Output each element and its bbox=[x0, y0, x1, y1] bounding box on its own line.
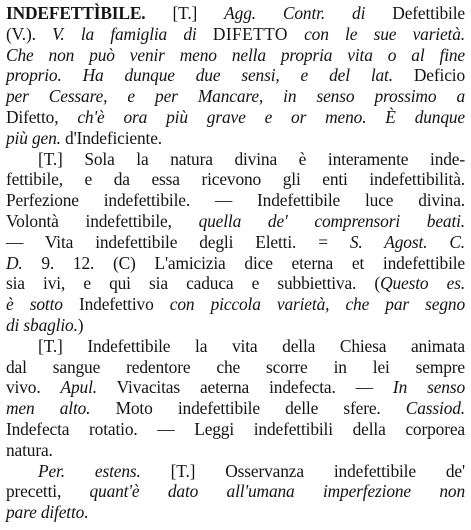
text-run: quella de' comprensori beati. bbox=[198, 210, 466, 231]
text-run: Apul. bbox=[60, 377, 97, 398]
text-line bbox=[6, 294, 465, 315]
text-line bbox=[6, 107, 465, 128]
text-line bbox=[6, 86, 465, 107]
text-line bbox=[6, 273, 465, 294]
text-run: Indefettivo bbox=[62, 294, 170, 315]
text-line bbox=[6, 440, 465, 461]
text-run: Questo es. bbox=[380, 273, 466, 294]
text-run: ch'è ora più grave e or meno. È dunque bbox=[77, 106, 465, 127]
text-run: pare difetto. bbox=[6, 502, 89, 523]
text-run: di sbaglio. bbox=[6, 314, 78, 335]
text-run: Perfezione indefettibile. — Indefettibile luce divina. bbox=[6, 190, 465, 211]
text-line bbox=[6, 357, 465, 378]
entry-paragraph-church bbox=[6, 336, 465, 461]
text-line bbox=[6, 336, 465, 357]
text-line bbox=[6, 190, 465, 211]
text-run: Cassiod. bbox=[405, 398, 465, 419]
text-run: (V.). bbox=[6, 23, 53, 44]
text-run: D. bbox=[6, 252, 23, 273]
text-line bbox=[6, 24, 465, 45]
text-line bbox=[6, 211, 465, 232]
text-run: Indefecta rotatio. — Leggi indefettibili della corporea bbox=[6, 418, 465, 439]
text-run: 9. 12. (C) L'amicizia dice eterna et indefettibile bbox=[22, 252, 465, 273]
entry-definition bbox=[6, 3, 465, 149]
entry-paragraph-theology bbox=[6, 149, 465, 336]
text-run: vivo. bbox=[6, 377, 61, 398]
text-line bbox=[6, 253, 465, 274]
text-run: con piccola varietà, che par segno bbox=[169, 294, 466, 315]
text-run: [T.] Osservanza indefettibile de' bbox=[140, 460, 465, 481]
text-line bbox=[6, 377, 465, 398]
text-run: fettibile, e da essa ricevono gli enti indefettibilità. bbox=[6, 169, 465, 190]
text-run: V. la famiglia di bbox=[52, 23, 213, 44]
text-line bbox=[6, 149, 465, 170]
text-line bbox=[6, 419, 465, 440]
text-run: è sotto bbox=[6, 294, 63, 315]
text-run: INDEFETTÌBILE. bbox=[6, 3, 146, 23]
text-run: men alto. bbox=[6, 398, 91, 419]
text-run: Deficio bbox=[392, 65, 465, 86]
text-run: per Cessare, e per Mancare, in senso prossimo a bbox=[6, 86, 465, 107]
text-line bbox=[6, 128, 465, 149]
text-run: [T.] bbox=[145, 3, 225, 23]
text-run: Che non può venir meno nella propria vita o al fine bbox=[6, 44, 465, 65]
text-line bbox=[6, 3, 465, 24]
text-run: Volontà indefettibile, bbox=[6, 210, 199, 231]
text-run: In senso bbox=[392, 377, 466, 398]
text-run: Per. estens. bbox=[38, 460, 141, 481]
text-run: Difetto, bbox=[6, 106, 78, 127]
text-line bbox=[6, 65, 465, 86]
text-run: più gen. bbox=[6, 127, 61, 148]
text-line bbox=[6, 502, 465, 523]
text-line bbox=[6, 461, 465, 482]
text-line bbox=[6, 169, 465, 190]
text-run: sia ivi, e qui sia caduca e subbiettiva. ( bbox=[6, 273, 381, 294]
entry-paragraph-extension bbox=[6, 461, 465, 523]
text-line bbox=[6, 398, 465, 419]
text-run: — Vita indefettibile degli Eletti. = bbox=[6, 231, 350, 252]
text-run: Moto indefettibile delle sfere. bbox=[90, 398, 406, 419]
text-run: proprio. Ha dunque due sensi, e del lat. bbox=[6, 65, 393, 86]
text-line bbox=[6, 481, 465, 502]
text-run: Defettibile bbox=[365, 3, 465, 23]
text-run: dal sangue redentore che scorre in lei sempre bbox=[6, 356, 465, 377]
text-line bbox=[6, 232, 465, 253]
text-line bbox=[6, 45, 465, 66]
text-run: precetti, bbox=[6, 481, 90, 502]
text-run: quant'è dato all'umana imperfezione non bbox=[89, 481, 465, 502]
text-run: Agg. Contr. di bbox=[224, 3, 366, 23]
text-run: natura. bbox=[6, 439, 53, 460]
text-run: [T.] Indefettibile la vita della Chiesa animata bbox=[38, 335, 465, 356]
text-run: Vivacitas aeterna indefecta. — bbox=[96, 377, 393, 398]
text-run: S. Agost. C. bbox=[349, 231, 465, 252]
text-run: ) bbox=[77, 314, 84, 335]
text-line bbox=[6, 315, 465, 336]
text-run: d'Indeficiente. bbox=[60, 127, 162, 148]
text-run: DIFETTO bbox=[212, 23, 288, 44]
text-run: con le sue varietà. bbox=[287, 23, 465, 44]
text-run: [T.] Sola la natura divina è interamente inde- bbox=[38, 148, 465, 169]
